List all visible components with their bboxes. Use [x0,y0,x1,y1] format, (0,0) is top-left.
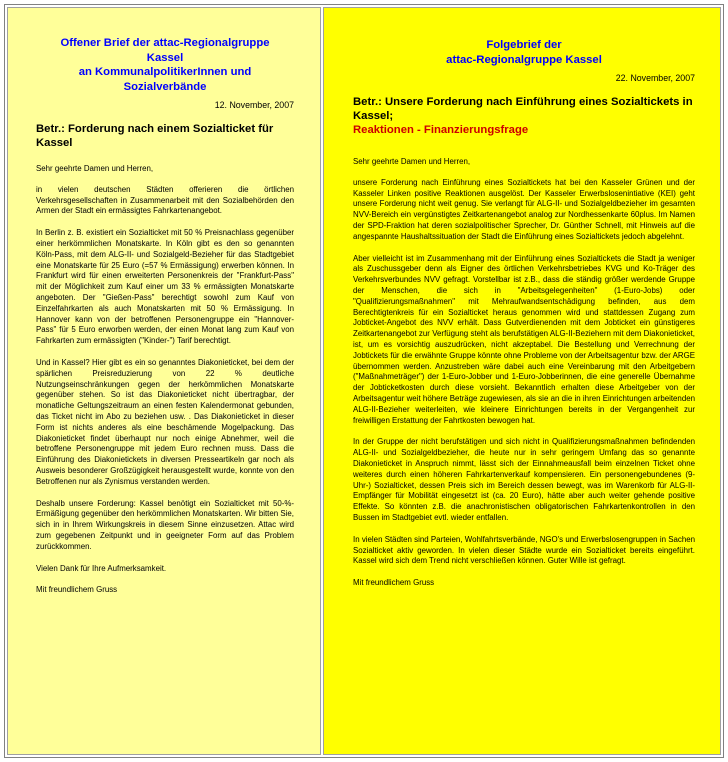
right-paragraph: unsere Forderung nach Einführung eines Sozialtickets hat bei den Kasseler Grünen und der Kasseler Linken positive Reaktionen ausgelöst. Der Kasseler Erwerbslosenintiative (KEI) geht unsere Forderung nicht weit genug. Sie verlangt für ALG-II- und Sozialgeldbezieher im gesamten NVV-Bereich ein vergünstigtes Zeitkartenangebot analog zur Nordhessenkarte 60plus. Im Namen der SPD-Fraktion hat deren sozialpolitischer Sprecher, Dr. Günther Schnell, mit Hinweis auf die angespannte Haushaltssituation der Stadt die Einführung eines Sozialtickets jedoch abgelehnt. [353,177,695,241]
page-frame [4,4,724,758]
left-paragraph: in vielen deutschen Städten offerieren die örtlichen Verkehrsgesellschaften in Zusammenarbeit mit den Sozialbehörden den Armen der Stadt ein ermässigtes Fahrkartenangebot. [36,184,294,216]
right-letter [323,7,721,755]
left-letter-body [36,164,294,596]
left-paragraph: Vielen Dank für Ihre Aufmerksamkeit. [36,563,167,573]
left-heading-line: Kassel [146,51,184,64]
right-letter-body [353,157,695,589]
left-letter-subject: Betr.: Forderung nach einem Sozialticket für Kassel [36,123,274,149]
left-paragraph: In Berlin z. B. existiert ein Sozialticket mit 50 % Preisnachlass gegenüber einer herkömmlichen Monatskarte. In Köln gibt es den so genannten Köln-Pass, mit dem ALG-II- und Sozialgeld-Bezieher für das Stadtgebiet eine Monatskarte für 25 Euro (=57 % Ermässigung) erwerben können. In Frankfurt wird für einen erweiterten Personenkreis der "Frankfurt-Pass" mit der Möglichkeit zum Kauf einer um 33 % ermässigten Monatskarte angeboten. Der "Gießen-Pass" berechtigt sowohl zum Kauf von Einzelfahrkarten als auch Monatskarten mit 50 % Ermässigung. In Hannover kann von der betroffenen Personengruppe ein "Hannover-Pass" für 5 Euro erworben werden, der einen Monat lang zum Kauf von Fahrkarten zum ermässigten ("Kinder-") Tarif berechtigt. [36,228,294,346]
left-paragraph: Und in Kassel? Hier gibt es ein so genanntes Diakonieticket, bei dem der spärlichen Preisreduzierung von 22 % deutliche Nutzungseinschränkungen gegen der herkömmlichen Monatskarte gegenüber stehen. So ist das Diakonieticket nicht übertragbar, der monatliche Geltungszeitraum an einen festen Kalendermonat gebunden, das Ticket nicht im Abo zu beziehen usw. . Das Diakonieticket in dieser Form ist nichts anderes als eine beschämende Mogelpackung. Das Diakonieticket findet überhaupt nur noch einige Abnehmer, weil die betroffene Personengruppe mit jedem Euro rechnen muss. Dass die Einführung des Diakonietickets in diversen Presseartikeln gar noch als Ausweis besonderer Großzügigkeit herausgestellt wurde, konnte von den Betroffenen nur als Zynismus verstanden werden. [36,357,294,486]
left-letter-heading [36,36,294,94]
left-heading-line: Offener Brief der attac-Regionalgruppe [60,37,270,49]
right-letter-subject-red: Reaktionen - Finanzierungsfrage [353,124,529,136]
right-letter-date: 22. November, 2007 [615,73,695,83]
right-paragraph: Aber vielleicht ist im Zusammenhang mit der Einführung eines Sozialtickets die Stadt ja weniger als Zuschussgeber denn als Eigner des örtlichen Verkehrsbetriebes KVG und Ko-Träger des Verkehrsverbundes NVV gefragt. Vorstellbar ist z.B., dass die ständig größer werdende Gruppe der Menschen, die sich in "Arbeitsgelegenheiten" (1-Euro-Jobs) oder "Qualifizierungsmaßnahmen" mit Mehraufwandsentschädigung befinden, aus dem Berechtigtenkreis für ein Sozialticket heraus genommen wird und stattdessen Zugang zum Jobticket-Angebot des NVV erhält. Dass Gutverdienenden mit dem Jobticket ein günstigeres Zeitkartenangebot zur Verfügung steht als berufstätigen ALG-II-Beziehern mit dem Diakonieticket, ist, um es vorsichtig auszudrücken, nicht akzeptabel. Die Bestellung und Verrechnung der Jobtickets für die erwähnte Gruppe könnte ohne Probleme von der Arbeitsagentur bzw. der ARGE übernommen werden. Anzustreben wäre dabei auch eine Vereinbarung mit den Arbeitgebern ("Maßnahmeträger") der 1-Euro-Jobber und 1-Euro-Jobberinnen, die eine generelle Übernahme der Jobticketkosten durch diese vorsieht. Bekanntlich erhalten diese Arbeitgeber von der Arbeitsagentur weit höhere Beträge zugewiesen, als sie an die in ihren Einrichtungen arbeitenden ALG-II-Bezieher weiterleiten, wie kleinere Einrichtungen bereits in der Vergangenheit zur freiwilligen Erstattung der Fahrtkosten bewogen hat. [353,253,695,425]
left-paragraph: Deshalb unsere Forderung: Kassel benötigt ein Sozialticket mit 50-%-Ermäßigung gegenüber den herkömmlichen Monatskarten. Wir bitten Sie, sich in in Ihrem Wirkungskreis in diesem Sinne einzusetzen. Attac wird zum gegebenen Zeitpunkt und in geeigneter Form auf das Problem zurückkommen. [36,498,294,551]
left-heading-line: Sozialverbände [123,80,207,93]
left-letter-date: 12. November, 2007 [214,100,294,110]
right-paragraph: In der Gruppe der nicht berufstätigen und sich nicht in Qualifizierungsmaßnahmen befindenden ALG-II- und Sozialgeldbezieher, die heute nur in sehr geringem Umfang das so genannte Diakonieticket in Anspruch nimmt, lässt sich der Einnahmeausfall beim einzelnen Ticket ohne weiteres durch einen höheren Fahrkartenverkauf kompensieren. Ein personengebundenes (9-Uhr-) Sozialticket, dessen Preis sich im Bereich dessen bewegt, was im Warenkorb für ALG-II-Empfänger für Mobilität eingesetzt ist (ca. 20 Euro), hätte aber auch weiter gehende positive Effekte. So könnten z.B. die anachronistischen obligatorischen Fahrkartenkontrollen in den Bussen im Stadtgebiet evtl. wieder entfallen. [353,437,695,522]
right-heading-line: Folgebrief der [486,39,562,51]
right-closing: Mit freundlichem Gruss [353,578,435,588]
left-closing: Mit freundlichem Gruss [36,585,118,595]
left-salutation: Sehr geehrte Damen und Herren, [36,164,154,173]
right-letter-heading [353,38,695,67]
right-letter-content [353,38,695,589]
right-paragraph: In vielen Städten sind Parteien, Wohlfahrtsverbände, NGO's und Erwerbslosengruppen in Sachen Sozialticket aktiv geworden. In vielen dieser Städte wurde ein Sozialticket bereits eingeführt. Kassel wird sich dem Trend nicht verschließen können. Guter Wille ist gefragt. [353,534,695,566]
left-heading-line: an KommunalpolitikerInnen und [78,66,252,78]
left-letter-content [36,36,294,596]
left-letter [7,7,321,755]
right-salutation: Sehr geehrte Damen und Herren, [353,157,471,166]
right-heading-line: attac-Regionalgruppe Kassel [446,53,602,66]
right-letter-subject: Betr.: Unsere Forderung nach Einführung eines Sozialtickets in Kassel; [353,96,693,122]
